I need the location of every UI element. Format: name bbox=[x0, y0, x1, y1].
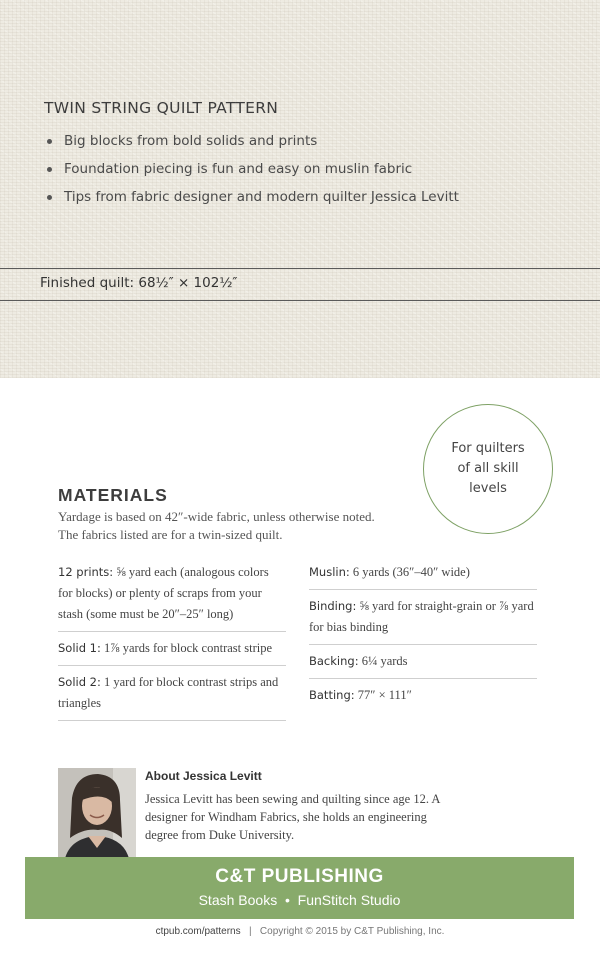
footer bbox=[0, 926, 600, 937]
bullet-icon bbox=[47, 167, 52, 172]
skill-level-badge bbox=[423, 404, 553, 534]
materials-right-column bbox=[309, 556, 537, 712]
materials-heading: MATERIALS bbox=[58, 485, 168, 505]
separator-dot: • bbox=[284, 892, 290, 908]
divider-line bbox=[0, 300, 600, 301]
author-portrait-icon bbox=[58, 768, 136, 863]
footer-link[interactable]: ctpub.com/patterns bbox=[155, 926, 241, 937]
material-item: Batting: 77″ × 111″ bbox=[309, 688, 412, 702]
divider-line bbox=[0, 268, 600, 269]
material-item: Solid 1: 1⅞ yards for block contrast stripe bbox=[58, 632, 286, 666]
publisher-name: C&T PUBLISHING bbox=[215, 866, 384, 887]
footer-divider: | bbox=[248, 926, 252, 937]
feature-item: Foundation piecing is fun and easy on muslin fabric bbox=[44, 158, 459, 186]
pattern-title: TWIN STRING QUILT PATTERN bbox=[44, 99, 279, 117]
finished-size: Finished quilt: 68½″ × 102½″ bbox=[40, 275, 238, 291]
material-item: Muslin: 6 yards (36″–40″ wide) bbox=[309, 556, 537, 590]
bullet-icon bbox=[47, 139, 52, 144]
feature-list bbox=[44, 130, 459, 214]
feature-item: Big blocks from bold solids and prints bbox=[44, 130, 459, 158]
publisher-banner bbox=[25, 857, 574, 919]
material-item: Solid 2: 1 yard for block contrast strips and triangles bbox=[58, 666, 286, 721]
about-author-title: About Jessica Levitt bbox=[145, 769, 262, 783]
materials-note: Yardage is based on 42″-wide fabric, unless otherwise noted. The fabrics listed are for a twin-sized quilt. bbox=[58, 509, 375, 542]
about-author-text: Jessica Levitt has been sewing and quilting since age 12. A designer for Windham Fabrics, she holds an engineering degree from Duke University. bbox=[145, 792, 440, 842]
author-photo bbox=[58, 768, 136, 863]
material-item: Backing: 6¼ yards bbox=[309, 645, 537, 679]
imprint-line: Stash Books • FunStitch Studio bbox=[198, 892, 401, 908]
skill-level-text: For quilters of all skill levels bbox=[451, 441, 525, 496]
material-item: 12 prints: ⅝ yard each (analogous colors for blocks) or plenty of scraps from your stash (some must be 20″–25″ long) bbox=[58, 556, 286, 632]
bullet-icon bbox=[47, 195, 52, 200]
feature-item: Tips from fabric designer and modern quilter Jessica Levitt bbox=[44, 186, 459, 214]
material-item: Binding: ⅝ yard for straight-grain or ⅞ yard for bias binding bbox=[309, 590, 537, 645]
copyright-text: Copyright © 2015 by C&T Publishing, Inc. bbox=[259, 926, 445, 937]
materials-left-column bbox=[58, 556, 286, 721]
